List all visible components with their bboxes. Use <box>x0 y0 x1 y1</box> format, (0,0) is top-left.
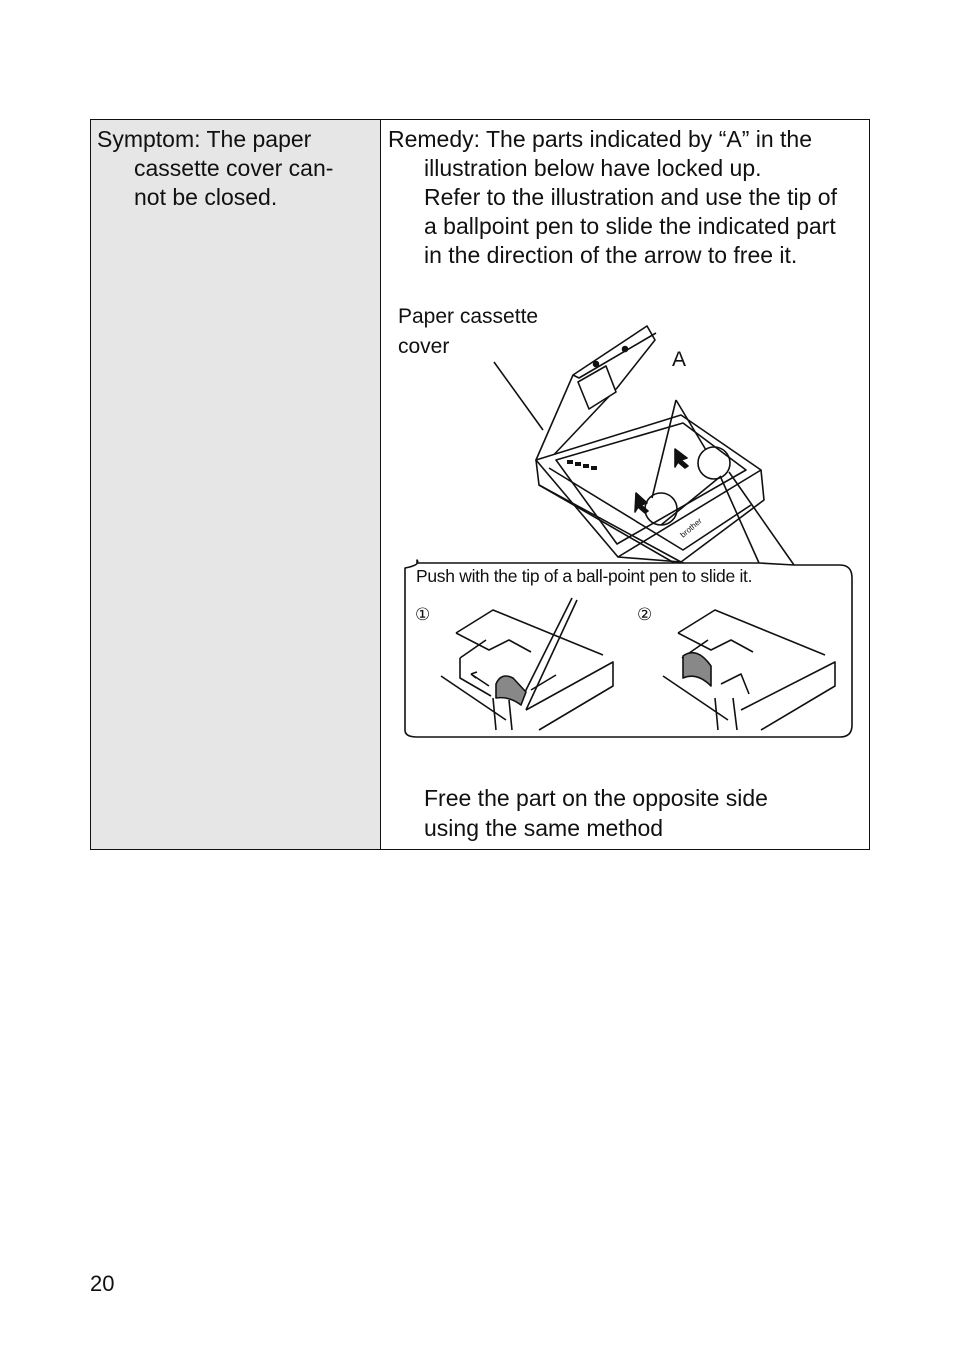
remedy-line-1: Remedy: The parts indicated by “A” in the <box>388 126 813 152</box>
troubleshooting-table <box>90 119 870 850</box>
page-number: 20 <box>90 1271 115 1296</box>
symptom-line-2: cassette cover can- <box>134 155 334 181</box>
cover-label-line-1: Paper cassette <box>398 305 539 328</box>
brand-mark: brother <box>678 516 704 540</box>
cover-label <box>398 302 538 362</box>
cover-label-line-2: cover <box>398 335 450 358</box>
note-line-1: Free the part on the opposite side <box>424 785 768 811</box>
part-a-label: A <box>672 348 687 371</box>
cassette-drawing <box>381 300 871 745</box>
note-line-2: using the same method <box>424 815 664 841</box>
remedy-line-2: illustration below have locked up. <box>424 155 762 181</box>
symptom-line-3: not be closed. <box>134 184 278 210</box>
step-1-marker: ① <box>415 605 431 624</box>
cassette-illustration <box>381 300 871 745</box>
step-2-marker: ② <box>637 605 653 624</box>
symptom-cell <box>91 120 381 849</box>
remedy-line-4: a ballpoint pen to slide the indicated part <box>424 213 836 239</box>
remedy-text <box>388 125 859 270</box>
remedy-line-5: in the direction of the arrow to free it. <box>424 242 798 268</box>
symptom-text <box>97 125 374 212</box>
cover-leader-line <box>494 362 543 430</box>
symptom-line-1: Symptom: The paper <box>97 126 312 152</box>
remedy-cell <box>381 120 869 849</box>
remedy-line-3: Refer to the illustration and use the tip of <box>424 184 837 210</box>
opposite-side-note <box>424 783 768 843</box>
callout-text: Push with the tip of a ball-point pen to slide it. <box>416 566 753 586</box>
